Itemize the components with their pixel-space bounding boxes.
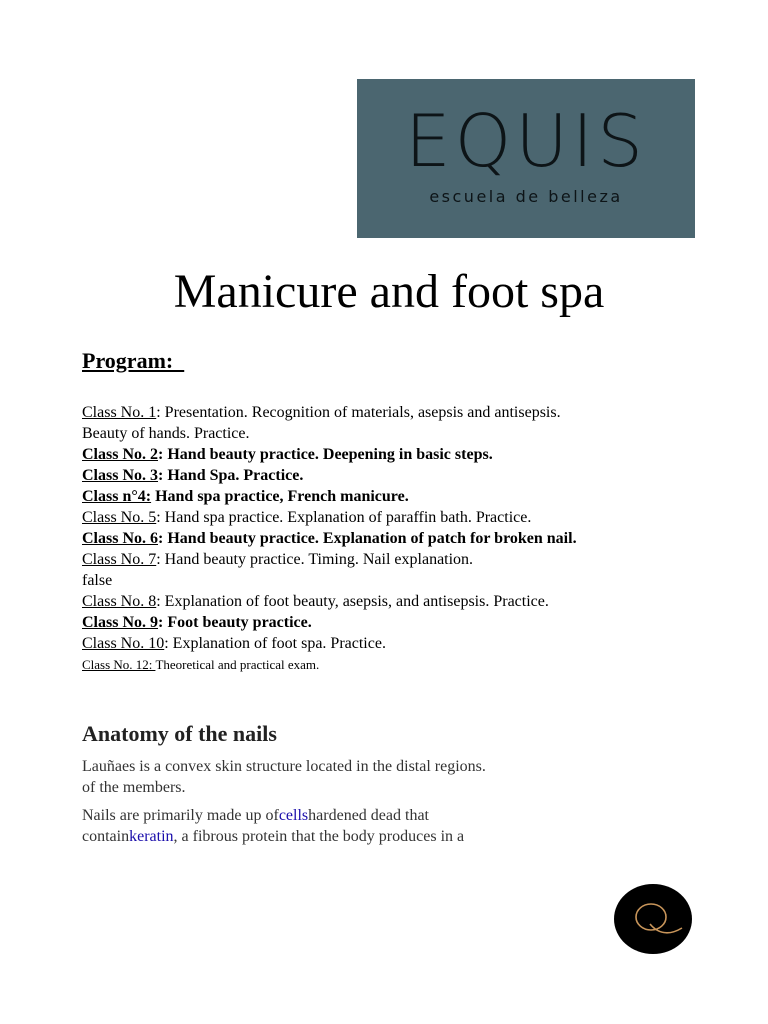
- class-row: [82, 656, 722, 673]
- class-row: [82, 465, 722, 486]
- class-label: Class No. 2: [82, 446, 159, 463]
- page-title: Manicure and foot spa: [173, 265, 605, 318]
- class-label: Class No. 6: [82, 530, 159, 547]
- keratin-link[interactable]: keratin: [129, 828, 174, 845]
- anatomy-paragraph-1-line-1: Lauñaes is a convex skin structure located in the distal regions.: [82, 758, 486, 775]
- class-label: Class No. 7: [82, 551, 157, 568]
- class-description: : Hand spa practice. Explanation of paraffin bath. Practice.: [156, 509, 532, 526]
- class-row: [82, 423, 722, 444]
- class-label: Class No. 5: [82, 509, 157, 526]
- class-description: : Hand Spa. Practice.: [158, 467, 304, 484]
- class-description: : Explanation of foot beauty, asepsis, and antisepsis. Practice.: [156, 593, 549, 610]
- anatomy-paragraph-1-line-2: of the members.: [82, 779, 186, 796]
- p2-text-b: hardened dead that: [308, 807, 429, 824]
- anatomy-paragraph-2-line-2: [82, 826, 602, 847]
- class-row: [82, 507, 722, 528]
- class-description: : Hand beauty practice. Timing. Nail explanation.: [156, 551, 474, 568]
- class-row: [82, 549, 722, 570]
- class-description: Theoretical and practical exam.: [155, 657, 320, 672]
- class-row: [82, 402, 722, 423]
- p2-text-c: contain: [82, 828, 130, 845]
- cells-link[interactable]: cells: [278, 807, 309, 824]
- class-description: : Foot beauty practice.: [158, 614, 312, 631]
- class-label: Class n°4:: [82, 488, 152, 505]
- logo-brand: EQUIS: [405, 99, 647, 183]
- anatomy-paragraph-1: [82, 756, 602, 798]
- class-label: Class No. 3: [82, 467, 159, 484]
- class-description: Beauty of hands. Practice.: [82, 425, 250, 442]
- class-row: [82, 591, 722, 612]
- equis-logo: [357, 79, 695, 238]
- class-label: Class No. 10: [82, 635, 165, 652]
- logo-tagline: escuela de belleza: [429, 187, 623, 206]
- anatomy-paragraph-2-line-1: [82, 805, 602, 826]
- class-label: Class No. 9: [82, 614, 159, 631]
- class-description: Hand spa practice, French manicure.: [151, 488, 409, 505]
- class-row: [82, 633, 722, 654]
- class-row: [82, 444, 722, 465]
- class-row: [82, 486, 722, 507]
- class-description: false: [82, 572, 113, 589]
- class-label: Class No. 1: [82, 404, 157, 421]
- q-monogram-icon: [614, 884, 692, 954]
- class-label: Class No. 12:: [82, 657, 156, 672]
- p2-text-a: Nails are primarily made up of: [82, 807, 279, 824]
- program-heading: Program:: [82, 348, 185, 373]
- anatomy-heading: Anatomy of the nails: [82, 721, 277, 746]
- class-description: : Explanation of foot spa. Practice.: [164, 635, 386, 652]
- p2-text-d: , a fibrous protein that the body produces in a: [173, 828, 465, 845]
- class-description: : Hand beauty practice. Explanation of patch for broken nail.: [158, 530, 577, 547]
- q-monogram-badge[interactable]: [614, 884, 692, 954]
- class-label: Class No. 8: [82, 593, 157, 610]
- class-row: [82, 570, 722, 591]
- class-description: : Presentation. Recognition of materials, asepsis and antisepsis.: [156, 404, 561, 421]
- class-description: : Hand beauty practice. Deepening in basic steps.: [158, 446, 493, 463]
- class-row: [82, 612, 722, 633]
- class-row: [82, 528, 722, 549]
- anatomy-paragraph-2: [82, 805, 602, 847]
- class-list: [82, 402, 722, 673]
